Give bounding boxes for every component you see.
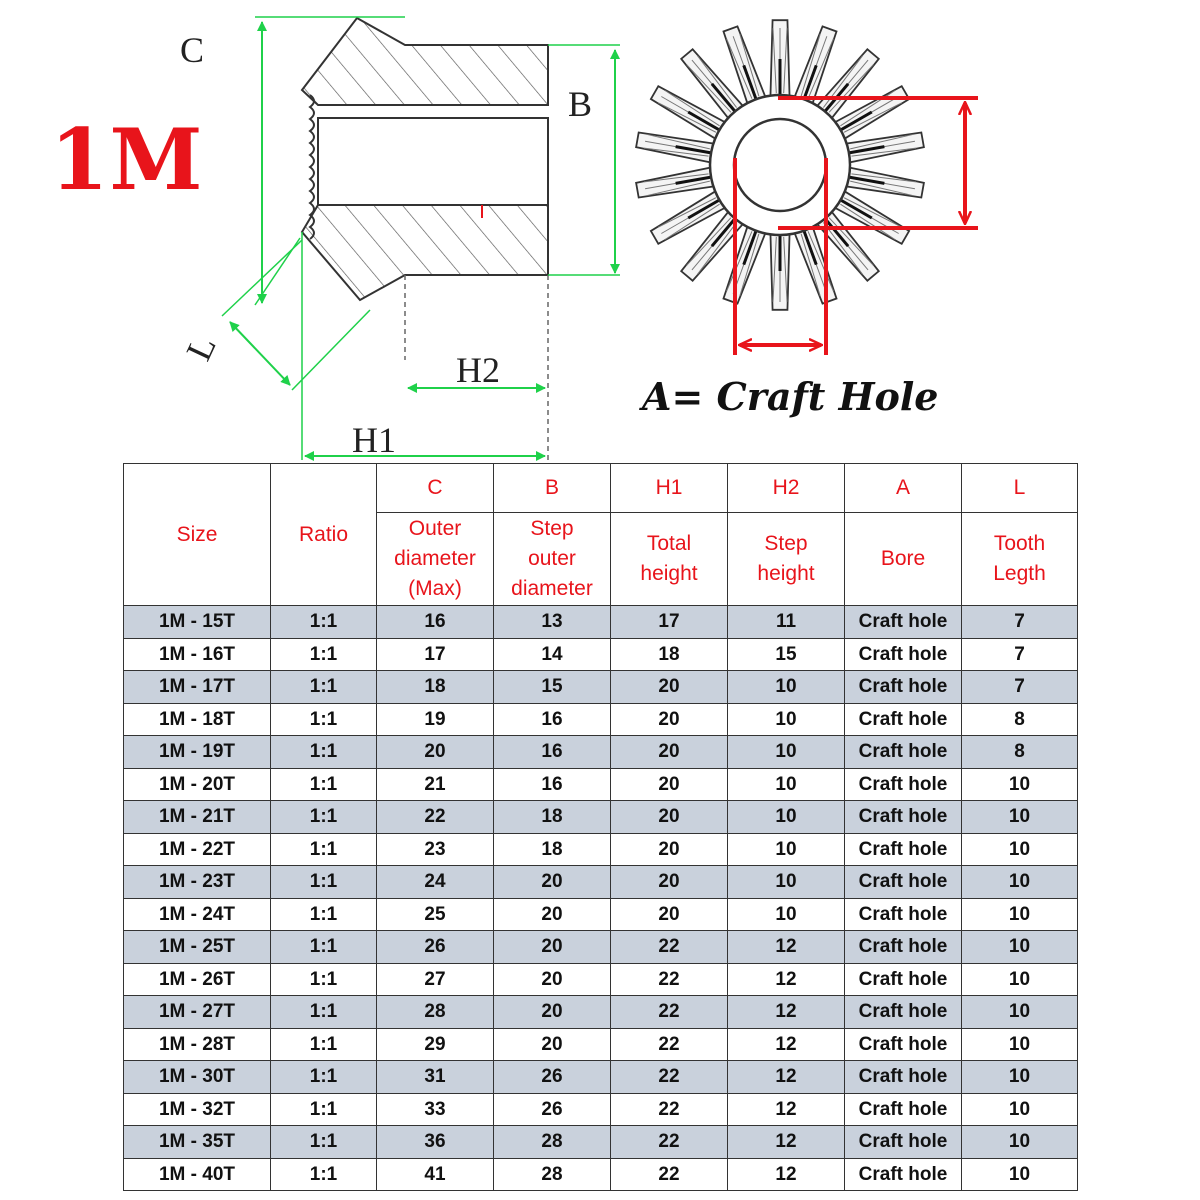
table-cell: 16 [494, 703, 611, 736]
table-cell: 1:1 [271, 606, 377, 639]
table-cell: 26 [494, 1061, 611, 1094]
table-cell: Craft hole [845, 606, 962, 639]
table-cell: 1:1 [271, 1093, 377, 1126]
table-row [124, 931, 1078, 964]
table-cell: 31 [377, 1061, 494, 1094]
table-cell: 12 [728, 931, 845, 964]
header-description-line: Total [646, 532, 692, 555]
table-cell: 16 [494, 768, 611, 801]
table-cell: 1:1 [271, 898, 377, 931]
table-cell: 7 [962, 671, 1078, 704]
table-cell: 1M - 27T [124, 996, 271, 1029]
table-cell: 28 [377, 996, 494, 1029]
table-cell: 1M - 23T [124, 866, 271, 899]
header-code: C [377, 464, 494, 513]
module-title: 1M [50, 110, 204, 209]
table-cell: Craft hole [845, 801, 962, 834]
table-cell: 22 [611, 1126, 728, 1159]
table-cell: 26 [494, 1093, 611, 1126]
table-row [124, 1061, 1078, 1094]
table-cell: 7 [962, 638, 1078, 671]
table-cell: 10 [728, 703, 845, 736]
table-row [124, 1028, 1078, 1061]
table-row [124, 996, 1078, 1029]
table-cell: 1:1 [271, 638, 377, 671]
header-description [611, 513, 728, 606]
table-cell: Craft hole [845, 1093, 962, 1126]
label-h2: H2 [456, 350, 500, 390]
table-cell: 17 [377, 638, 494, 671]
table-row [124, 866, 1078, 899]
table-cell: 22 [611, 1093, 728, 1126]
table-cell: Craft hole [845, 931, 962, 964]
table-cell: 10 [962, 931, 1078, 964]
table-cell: 20 [494, 866, 611, 899]
table-cell: Craft hole [845, 866, 962, 899]
table-cell: 18 [494, 833, 611, 866]
table-cell: 12 [728, 1061, 845, 1094]
table-cell: 1:1 [271, 736, 377, 769]
label-c: C [180, 30, 205, 70]
label-l: L [178, 329, 224, 367]
table-cell: 10 [962, 833, 1078, 866]
table-cell: 1M - 18T [124, 703, 271, 736]
table-cell: 10 [962, 1061, 1078, 1094]
table-cell: 20 [611, 703, 728, 736]
table-cell: 18 [494, 801, 611, 834]
table-cell: 20 [611, 801, 728, 834]
table-cell: 20 [377, 736, 494, 769]
table-cell: Craft hole [845, 768, 962, 801]
table-cell: 10 [962, 801, 1078, 834]
table-cell: 12 [728, 1158, 845, 1191]
table-cell: 1M - 22T [124, 833, 271, 866]
table-cell: 1:1 [271, 963, 377, 996]
table-cell: 1M - 17T [124, 671, 271, 704]
header-description-line: Bore [880, 547, 926, 570]
table-cell: 28 [494, 1126, 611, 1159]
table-cell: 12 [728, 996, 845, 1029]
table-cell: 33 [377, 1093, 494, 1126]
table-cell: 1M - 35T [124, 1126, 271, 1159]
table-cell: 22 [611, 931, 728, 964]
header-code: A [845, 464, 962, 513]
table-cell: 22 [611, 1158, 728, 1191]
table-row [124, 833, 1078, 866]
table-cell: 10 [962, 1158, 1078, 1191]
table-cell: 1M - 30T [124, 1061, 271, 1094]
table-cell: 17 [611, 606, 728, 639]
table-cell: 10 [728, 736, 845, 769]
table-cell: 20 [494, 898, 611, 931]
table-cell: 20 [611, 768, 728, 801]
table-cell: 19 [377, 703, 494, 736]
table-cell: 10 [962, 866, 1078, 899]
table-cell: 20 [611, 898, 728, 931]
header-size: Size [124, 464, 271, 606]
header-description-line: height [640, 562, 698, 585]
header-description-line: Tooth [993, 532, 1046, 555]
header-description-line: height [757, 562, 815, 585]
table-row [124, 703, 1078, 736]
table-cell: 20 [494, 963, 611, 996]
table-cell: 10 [728, 898, 845, 931]
table-row [124, 898, 1078, 931]
table-cell: 20 [494, 1028, 611, 1061]
table-cell: 1:1 [271, 703, 377, 736]
label-b: B [568, 84, 593, 124]
table-cell: 1M - 28T [124, 1028, 271, 1061]
craft-hole-circle [734, 119, 826, 211]
table-cell: 16 [494, 736, 611, 769]
table-cell: 1:1 [271, 1061, 377, 1094]
table-cell: 18 [611, 638, 728, 671]
table-cell: 1:1 [271, 833, 377, 866]
table-cell: 20 [494, 996, 611, 1029]
table-cell: 20 [611, 736, 728, 769]
table-cell: 29 [377, 1028, 494, 1061]
table-cell: 16 [377, 606, 494, 639]
table-cell: 27 [377, 963, 494, 996]
table-cell: 22 [611, 963, 728, 996]
table-row [124, 671, 1078, 704]
table-cell: 12 [728, 1126, 845, 1159]
header-description-line: diameter [394, 547, 476, 570]
header-description-line: Step [530, 517, 574, 540]
spec-table [123, 463, 1078, 1191]
header-code: L [962, 464, 1078, 513]
table-cell: 10 [728, 801, 845, 834]
table-cell: 18 [377, 671, 494, 704]
table-cell: Craft hole [845, 833, 962, 866]
table-cell: Craft hole [845, 1028, 962, 1061]
table-cell: 26 [377, 931, 494, 964]
table-cell: 1:1 [271, 1126, 377, 1159]
header-description-line: (Max) [408, 577, 462, 600]
header-description [494, 513, 611, 606]
table-cell: 1:1 [271, 931, 377, 964]
table-cell: 20 [611, 866, 728, 899]
table-cell: 22 [377, 801, 494, 834]
table-cell: 20 [611, 833, 728, 866]
table-cell: 10 [962, 963, 1078, 996]
table-cell: 1M - 26T [124, 963, 271, 996]
table-cell: 11 [728, 606, 845, 639]
table-cell: 1:1 [271, 801, 377, 834]
table-cell: 10 [728, 671, 845, 704]
table-cell: 20 [611, 671, 728, 704]
table-cell: 10 [962, 1126, 1078, 1159]
table-row [124, 606, 1078, 639]
table-cell: Craft hole [845, 736, 962, 769]
table-cell: 10 [962, 996, 1078, 1029]
table-cell: Craft hole [845, 1061, 962, 1094]
table-cell: 41 [377, 1158, 494, 1191]
table-cell: 1M - 24T [124, 898, 271, 931]
table-row [124, 1158, 1078, 1191]
header-description-line: Step [764, 532, 808, 555]
table-cell: 10 [728, 768, 845, 801]
table-cell: 1:1 [271, 768, 377, 801]
table-cell: 1:1 [271, 1028, 377, 1061]
table-cell: 22 [611, 996, 728, 1029]
header-description [728, 513, 845, 606]
table-cell: 8 [962, 736, 1078, 769]
table-cell: 10 [728, 866, 845, 899]
table-cell: 10 [962, 1093, 1078, 1126]
table-row [124, 1126, 1078, 1159]
table-cell: 13 [494, 606, 611, 639]
table-cell: 22 [611, 1028, 728, 1061]
header-description-line: diameter [511, 577, 593, 600]
table-cell: 1M - 19T [124, 736, 271, 769]
table-cell: 14 [494, 638, 611, 671]
table-header [124, 464, 1078, 606]
table-cell: Craft hole [845, 996, 962, 1029]
table-cell: 12 [728, 1028, 845, 1061]
table-cell: 21 [377, 768, 494, 801]
table-row [124, 768, 1078, 801]
header-ratio: Ratio [271, 464, 377, 606]
header-description-line: outer [528, 547, 576, 570]
table-cell: 24 [377, 866, 494, 899]
table-cell: 1:1 [271, 996, 377, 1029]
table-cell: 12 [728, 963, 845, 996]
table-cell: Craft hole [845, 1158, 962, 1191]
table-cell: 7 [962, 606, 1078, 639]
header-description [845, 513, 962, 606]
table-cell: 1:1 [271, 1158, 377, 1191]
table-row [124, 736, 1078, 769]
header-code: H2 [728, 464, 845, 513]
table-cell: 10 [962, 898, 1078, 931]
table-cell: Craft hole [845, 671, 962, 704]
header-description [377, 513, 494, 606]
table-cell: 12 [728, 1093, 845, 1126]
table-cell: 1M - 15T [124, 606, 271, 639]
table-cell: 15 [728, 638, 845, 671]
header-code: H1 [611, 464, 728, 513]
label-h1: H1 [352, 420, 396, 460]
table-cell: 15 [494, 671, 611, 704]
table-cell: 1M - 20T [124, 768, 271, 801]
table-cell: 25 [377, 898, 494, 931]
header-description-line: Legth [993, 562, 1046, 585]
table-cell: 1M - 40T [124, 1158, 271, 1191]
table-cell: 22 [611, 1061, 728, 1094]
table-cell: 10 [962, 1028, 1078, 1061]
table-cell: Craft hole [845, 898, 962, 931]
table-cell: 1M - 21T [124, 801, 271, 834]
table-cell: 1M - 25T [124, 931, 271, 964]
table-cell: 1:1 [271, 671, 377, 704]
table-body [124, 606, 1078, 1191]
table-row [124, 638, 1078, 671]
table-row [124, 963, 1078, 996]
table-cell: 23 [377, 833, 494, 866]
header-description-line: Outer [408, 517, 462, 540]
table-cell: 28 [494, 1158, 611, 1191]
table-row [124, 801, 1078, 834]
table-cell: Craft hole [845, 703, 962, 736]
header-description [962, 513, 1078, 606]
table-cell: Craft hole [845, 638, 962, 671]
table-cell: 36 [377, 1126, 494, 1159]
table-cell: Craft hole [845, 963, 962, 996]
table-cell: 20 [494, 931, 611, 964]
table-cell: 1M - 16T [124, 638, 271, 671]
craft-hole-label: A= Craft Hole [642, 374, 939, 419]
table-cell: 1M - 32T [124, 1093, 271, 1126]
table-cell: Craft hole [845, 1126, 962, 1159]
table-row [124, 1093, 1078, 1126]
header-code: B [494, 464, 611, 513]
table-cell: 10 [728, 833, 845, 866]
table-cell: 10 [962, 768, 1078, 801]
gear-front-view [0, 0, 1200, 470]
table-cell: 1:1 [271, 866, 377, 899]
table-cell: 8 [962, 703, 1078, 736]
